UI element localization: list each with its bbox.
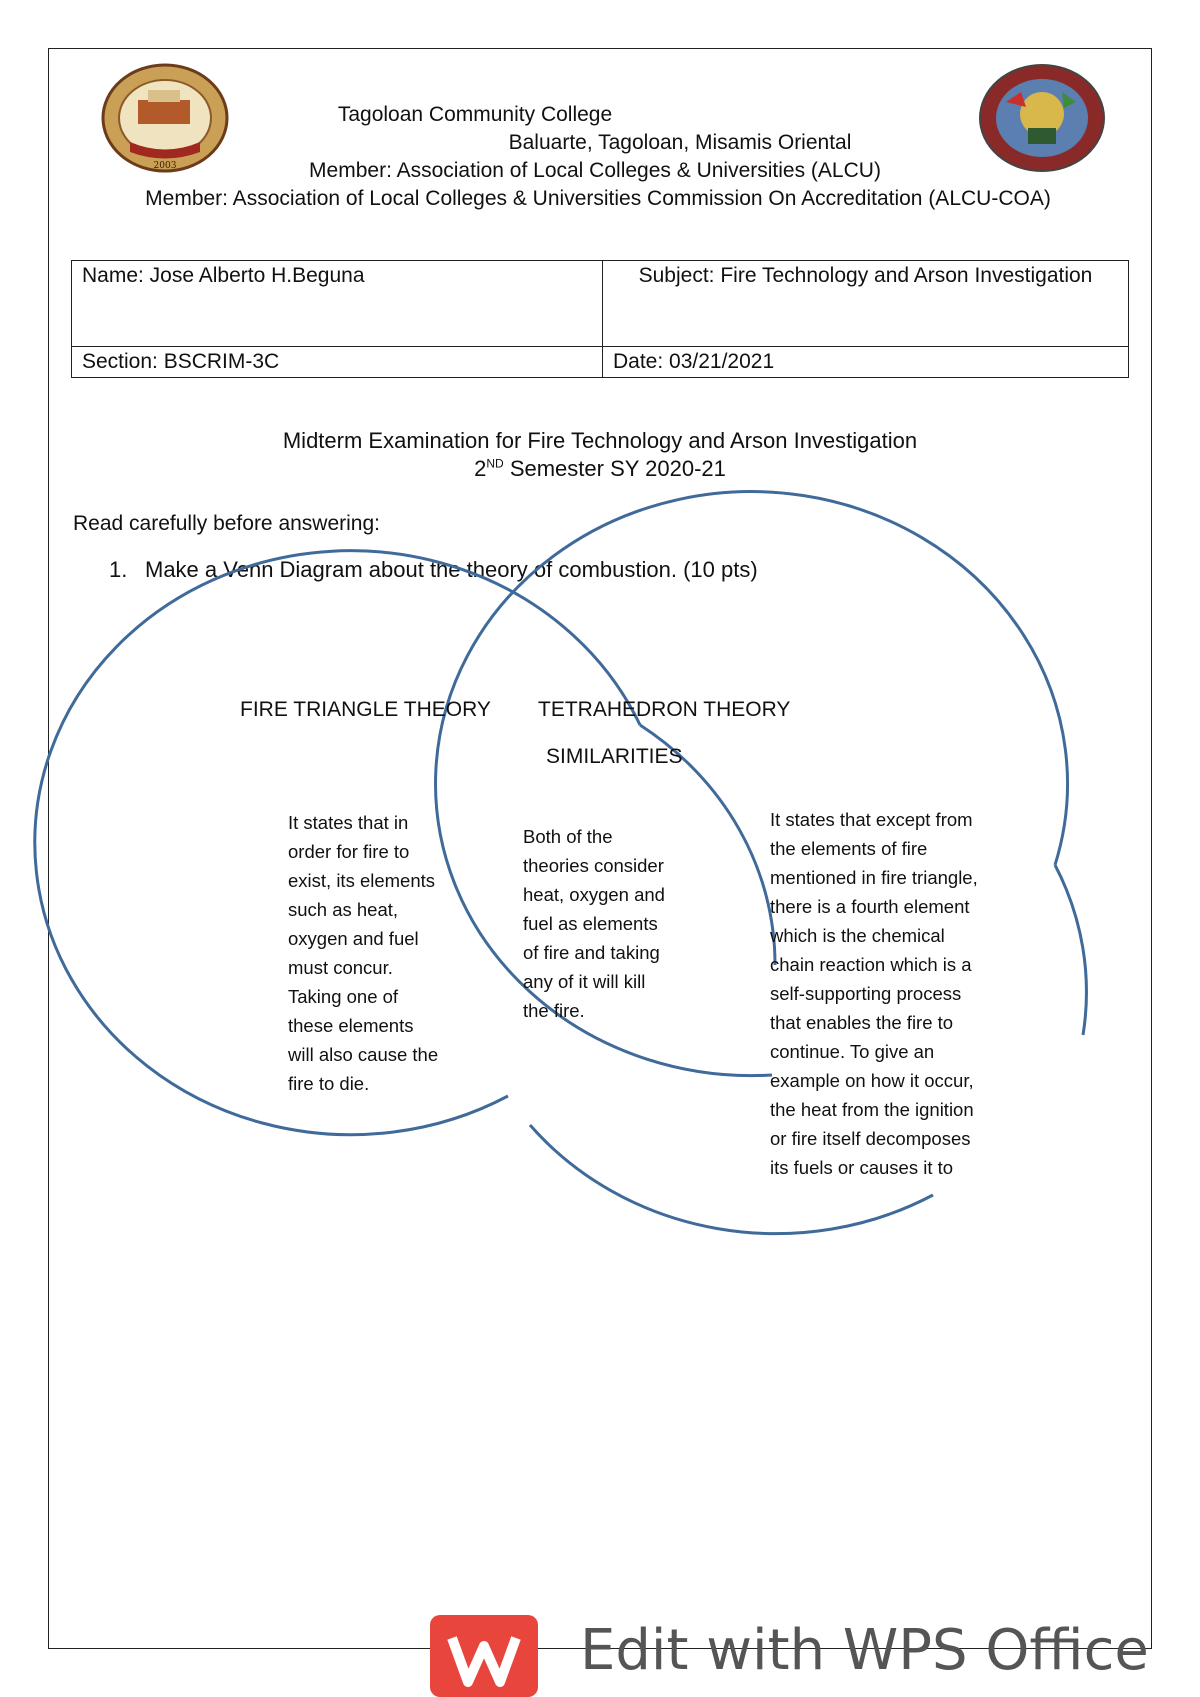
question-number: 1. <box>109 557 128 582</box>
wps-watermark-text: Edit with WPS Office <box>580 1618 1149 1683</box>
semester-ordinal: ND <box>486 456 504 471</box>
exam-date: Date: 03/21/2021 <box>603 347 1129 378</box>
instructions: Read carefully before answering: <box>73 512 381 535</box>
venn-middle-title: SIMILARITIES <box>546 745 683 768</box>
venn-left-text: It states that in order for fire to exist, its elements such as heat, oxygen and fuel must concur. Taking one of these elements will also cause the fire to die. <box>288 812 439 1094</box>
venn-middle-text: Both of the theories consider heat, oxygen and fuel as elements of fire and taking any of it will kill the fire. <box>523 826 665 1021</box>
membership-alcu: Member: Association of Local Colleges & Universities (ALCU) <box>309 159 881 182</box>
venn-right-title: TETRAHEDRON THEORY <box>538 698 791 721</box>
membership-alcu-coa: Member: Association of Local Colleges & Universities Commission On Accreditation (ALCU-COA) <box>145 187 1051 210</box>
section: Section: BSCRIM-3C <box>72 347 603 378</box>
semester-number: 2 <box>474 456 487 481</box>
student-name: Name: Jose Alberto H.Beguna <box>72 261 603 347</box>
left-logo-year: 2003 <box>153 161 177 171</box>
venn-right-text: It states that except from the elements of fire mentioned in fire triangle, there is a fourth element which is the chemical chain reaction which is a self-supporting process that enables the fire to continue. To give an example on how it occur, the heat from the ignition or fire itself decomposes its fuels or causes it to <box>770 809 978 1178</box>
venn-right-circle-arc2 <box>1055 865 1086 1035</box>
semester-rest: Semester SY 2020-21 <box>503 456 726 481</box>
college-address: Baluarte, Tagoloan, Misamis Oriental <box>508 131 852 154</box>
subject: Subject: Fire Technology and Arson Investigation <box>603 261 1129 347</box>
venn-left-title: FIRE TRIANGLE THEORY <box>240 698 491 721</box>
college-name: Tagoloan Community College <box>337 103 613 126</box>
question-text: Make a Venn Diagram about the theory of combustion. (10 pts) <box>145 557 758 582</box>
exam-title: Midterm Examination for Fire Technology and Arson Investigation <box>282 428 918 453</box>
